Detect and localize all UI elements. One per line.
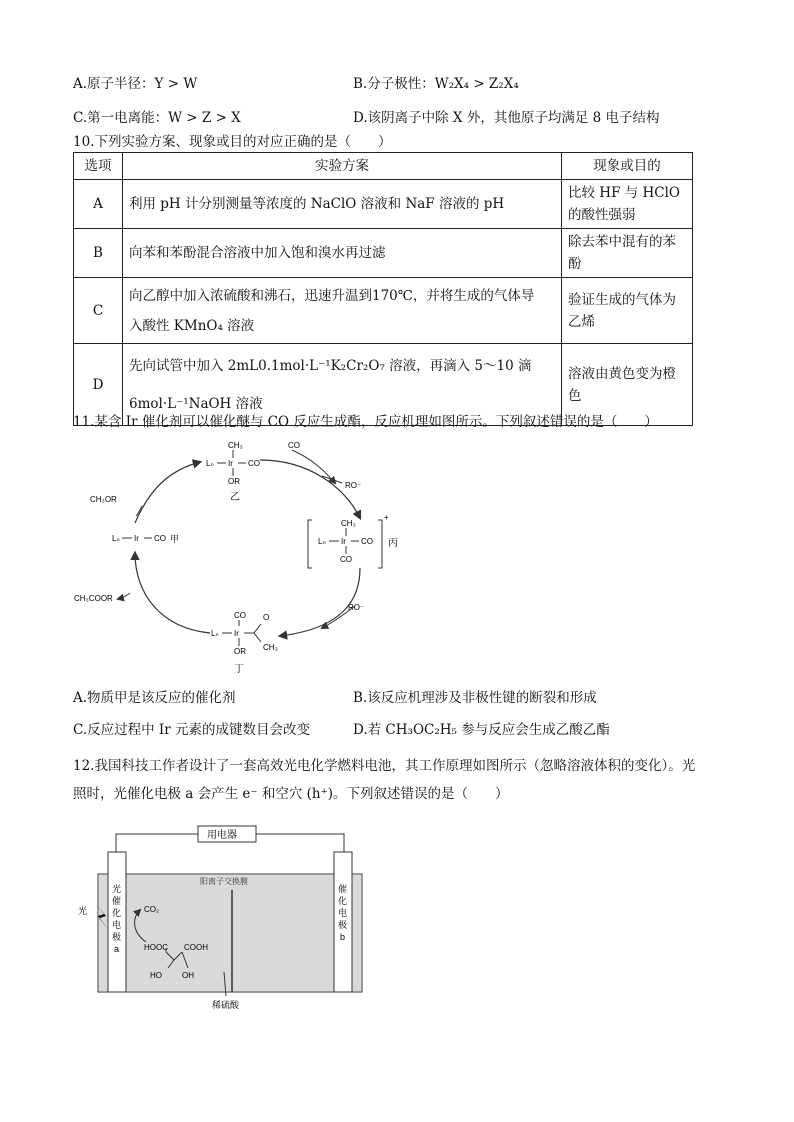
- catalytic-cycle-diagram: [60, 428, 410, 680]
- text: COOH: [184, 943, 208, 952]
- arrow-jia-to-yi: [135, 462, 200, 523]
- row-option: D: [74, 344, 123, 426]
- species-ding: [211, 611, 278, 675]
- label-yi: 乙: [230, 492, 240, 503]
- q9-option-a: A.原子半径：Y > W: [73, 76, 198, 92]
- q12-stem-line2: 照时，光催化电极 a 会产生 e⁻ 和空穴 (h⁺)。下列叙述错误的是（ ）: [73, 786, 509, 802]
- label-ro-in: RO⁻: [348, 603, 365, 612]
- text: CO: [361, 537, 373, 546]
- char: 极: [338, 920, 348, 930]
- row-plan-line: 向乙醇中加入浓硫酸和沸石，迅速升温到170℃，并将生成的气体导: [129, 287, 535, 304]
- text: CH₃: [228, 441, 243, 450]
- q11-option-d: D.若 CH₃OC₂H₅ 参与反应会生成乙酸乙酯: [353, 722, 610, 738]
- membrane-label: 阳离子交换膜: [200, 877, 248, 886]
- text: CO: [340, 555, 352, 564]
- co2-label: CO₂: [144, 905, 160, 914]
- row-option: A: [74, 180, 123, 229]
- electrolyte: [99, 875, 361, 991]
- species-jia: [112, 534, 179, 544]
- q9-option-d: D.该阴离子中除 X 外，其他原子均满足 8 电子结构: [353, 110, 660, 126]
- char: 电: [338, 908, 348, 918]
- text: Ir: [341, 537, 346, 546]
- text: HOOC: [144, 943, 168, 952]
- text: OR: [234, 647, 246, 656]
- q10-stem: 10.下列实验方案、现象或目的对应正确的是（ ）: [73, 134, 392, 150]
- text: +: [384, 513, 389, 522]
- acid-label: 稀硫酸: [212, 1000, 240, 1010]
- text: O: [263, 613, 270, 622]
- text: Lₙ: [211, 629, 219, 638]
- text: CO: [154, 534, 166, 543]
- species-bing: [308, 513, 398, 568]
- appliance-label: 用电器: [207, 830, 237, 841]
- char: 光: [112, 884, 122, 894]
- text: OR: [228, 477, 240, 486]
- label-ch3coor: CH₃COOR: [74, 594, 113, 603]
- row-result: 除去苯中混有的苯酚: [562, 229, 693, 278]
- char: 化: [338, 896, 348, 906]
- label-ch3or: CH₃OR: [90, 495, 117, 504]
- table-row: [74, 229, 693, 278]
- char: 电: [112, 920, 122, 930]
- label-ro-out: RO⁻: [345, 481, 362, 490]
- row-plan-line: 入酸性 KMnO₄ 溶液: [129, 317, 255, 334]
- row-result: 验证生成的气体为乙烯: [562, 278, 693, 344]
- row-plan-line: 6mol·L⁻¹NaOH 溶液: [129, 395, 263, 412]
- row-option: B: [74, 229, 123, 278]
- row-plan: 向苯和苯酚混合溶液中加入饱和溴水再过滤: [123, 229, 562, 278]
- label-ding: 丁: [234, 664, 244, 675]
- row-plan: [123, 278, 562, 344]
- fuel-cell-diagram: [74, 822, 370, 1014]
- q9-option-b-prefix: B.分子极性：: [353, 76, 435, 92]
- text: OH: [182, 971, 194, 980]
- label-bing: 丙: [388, 538, 398, 549]
- row-plan-line: 先向试管中加入 2mL0.1mol·L⁻¹K₂Cr₂O₇ 溶液，再滴入 5～10 滴: [129, 357, 532, 374]
- text: Lₙ: [318, 537, 326, 546]
- table-row: [74, 180, 693, 229]
- text: HO: [150, 971, 162, 980]
- label-jia: 甲: [170, 534, 180, 544]
- species-yi: [206, 441, 260, 503]
- text: Ir: [134, 534, 139, 543]
- char: b: [340, 932, 346, 942]
- text: CH₃: [263, 643, 278, 652]
- table-row: [74, 278, 693, 344]
- arrow-bing-to-ding: [280, 568, 360, 636]
- header-option: 选项: [74, 153, 123, 180]
- q12-stem-line1: 12.我国科技工作者设计了一套高效光电化学燃料电池，其工作原理如图所示（忽略溶液体积的变化）。光: [73, 758, 696, 774]
- q11-option-c: C.反应过程中 Ir 元素的成键数目会改变: [73, 722, 311, 738]
- row-result: 比较 HF 与 HClO 的酸性强弱: [562, 180, 693, 229]
- arrow-ding-to-jia: [135, 553, 210, 633]
- text: Lₙ: [112, 534, 120, 543]
- char: 催: [338, 884, 348, 894]
- text: Lₙ: [206, 459, 214, 468]
- text: CO: [248, 459, 260, 468]
- q9-option-c: C.第一电离能：W > Z > X: [73, 110, 241, 126]
- table-header-row: [74, 153, 693, 180]
- q9-option-b: [353, 72, 519, 92]
- arrow-ch3coor-out: [118, 593, 130, 599]
- q11-stem: 11.某含 Ir 催化剂可以催化醚与 CO 反应生成酯，反应机理如图所示。下列叙述错误的是（ ）: [73, 414, 658, 430]
- q10-table: [73, 152, 693, 426]
- text: CH₃: [341, 519, 356, 528]
- char: 催: [112, 896, 122, 906]
- q11-option-a: A.物质甲是该反应的催化剂: [73, 690, 236, 706]
- char: 化: [112, 908, 122, 918]
- row-plan: 利用 pH 计分别测量等浓度的 NaClO 溶液和 NaF 溶液的 pH: [123, 180, 562, 229]
- text: Ir: [228, 459, 233, 468]
- light-label: 光: [78, 906, 88, 916]
- char: a: [114, 944, 120, 954]
- row-result: 溶液由黄色变为橙色: [562, 344, 693, 426]
- header-plan: 实验方案: [123, 153, 562, 180]
- label-co-top: CO: [288, 441, 300, 450]
- row-option: C: [74, 278, 123, 344]
- text: Ir: [234, 629, 239, 638]
- q9-option-b-formula: W₂X₄ > Z₂X₄: [434, 76, 519, 92]
- header-result: 现象或目的: [562, 153, 693, 180]
- char: 极: [112, 932, 122, 942]
- text: CO: [234, 611, 246, 620]
- q11-option-b: B.该反应机理涉及非极性键的断裂和形成: [353, 690, 597, 706]
